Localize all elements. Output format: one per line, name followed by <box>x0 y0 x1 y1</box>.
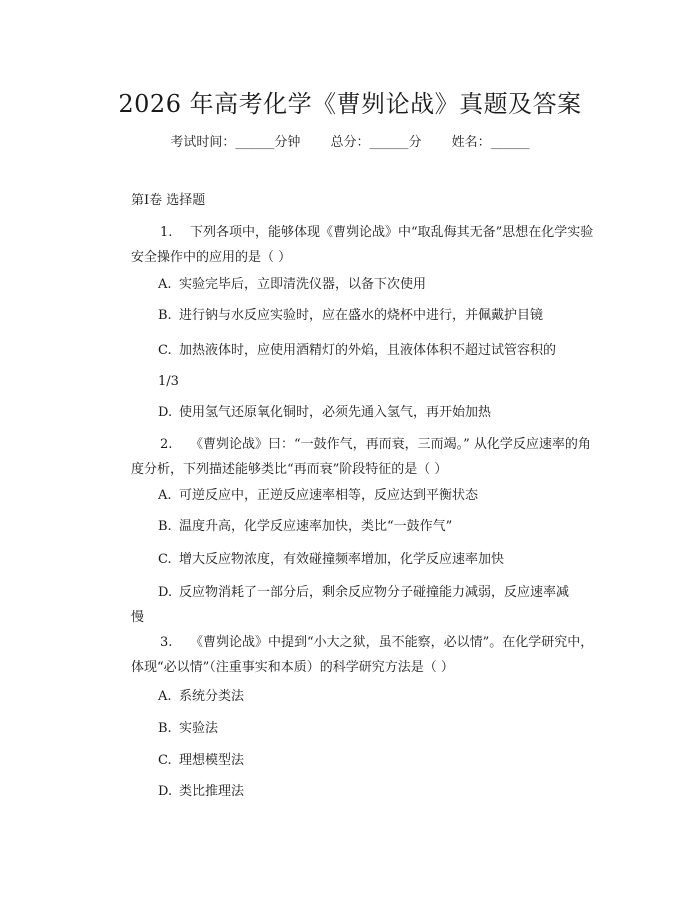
q1-option-c-continuation: 1/3 <box>158 374 179 389</box>
q1-option-c: C. 加热液体时，应使用酒精灯的外焰，且液体体积不超过试管容积的 <box>158 343 557 358</box>
question-2 <box>131 432 601 482</box>
question-text: 《曹刿论战》中提到“小大之狱，虽不能察，必以情”。在化学研究中，体现“必以情”（注重事实和本质）的科学研究方法是（ ） <box>131 635 594 675</box>
question-number: 3. <box>160 635 173 650</box>
q3-option-d: D. 类比推理法 <box>158 784 245 799</box>
q2-option-c: C. 增大反应物浓度，有效碰撞频率增加，化学反应速率加快 <box>158 552 505 567</box>
total-score-field: 总分：______分 <box>330 135 422 150</box>
question-number: 2. <box>160 437 173 452</box>
q2-option-b: B. 温度升高，化学反应速率加快，类比“一鼓作气” <box>158 519 453 534</box>
exam-time-field: 考试时间：______分钟 <box>170 135 301 150</box>
exam-info-line <box>0 131 700 150</box>
document-title: 2026 年高考化学《曹刿论战》真题及答案 <box>118 90 582 118</box>
section-heading: 第Ⅰ卷 选择题 <box>131 193 206 208</box>
q3-option-a: A. 系统分类法 <box>158 689 245 704</box>
q1-option-b: B. 进行钠与水反应实验时，应在盛水的烧杯中进行，并佩戴护目镜 <box>158 308 544 323</box>
q2-option-d: D. 反应物消耗了一部分后，剩余反应物分子碰撞能力减弱，反应速率减慢 <box>131 585 570 625</box>
q1-option-d: D. 使用氢气还原氧化铜时，必须先通入氢气，再开始加热 <box>158 405 492 420</box>
question-text: 下列各项中，能够体现《曹刿论战》中“取乱侮其无备”思想在化学实验安全操作中的应用的是（ ） <box>131 225 594 265</box>
question-text: 《曹刿论战》曰：“一鼓作气，再而衰，三而竭。” 从化学反应速率的角度分析，下列描述能够类比“再而衰”阶段特征的是（ ） <box>131 437 591 477</box>
question-1 <box>131 220 601 270</box>
student-name-field: 姓名：______ <box>451 135 530 150</box>
q1-option-a: A. 实验完毕后，立即清洗仪器，以备下次使用 <box>158 277 427 292</box>
q2-option-a: A. 可逆反应中，正逆反应速率相等，反应达到平衡状态 <box>158 488 479 503</box>
q3-option-b: B. 实验法 <box>158 721 219 736</box>
question-number: 1. <box>160 225 173 240</box>
q3-option-c: C. 理想模型法 <box>158 753 245 768</box>
question-3 <box>131 630 601 680</box>
